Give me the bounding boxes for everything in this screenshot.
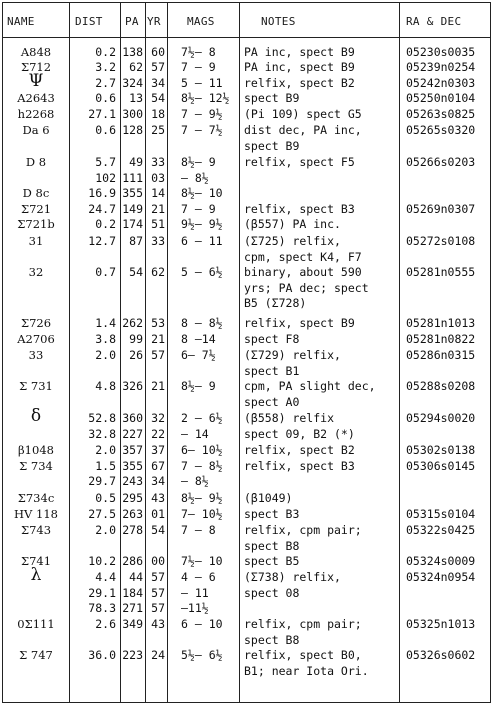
notes-line: relfix, spect B2 bbox=[244, 76, 355, 90]
star-name: Σ721b bbox=[17, 217, 55, 231]
year-value: 21 bbox=[151, 379, 165, 393]
separation-value: 5.7 bbox=[95, 155, 116, 169]
magnitudes-value: 4 – 6 bbox=[181, 570, 216, 584]
star-name: A848 bbox=[20, 45, 52, 59]
ra-dec-value: 05281n1013 bbox=[406, 316, 476, 330]
year-value: 54 bbox=[151, 91, 165, 105]
magnitudes-value: – 11 bbox=[181, 586, 209, 600]
separation-value: 12.7 bbox=[88, 234, 116, 248]
magnitudes-value: 7– 10½ bbox=[181, 507, 223, 521]
header-mags: MAGS bbox=[187, 15, 215, 28]
position-angle: 13 bbox=[129, 91, 143, 105]
notes-line: yrs; PA dec; spect bbox=[244, 280, 369, 295]
separation-value: 2.7 bbox=[95, 76, 116, 90]
notes-line: relfix, cpm pair; bbox=[244, 617, 362, 631]
ra-dec-value: 05306s0145 bbox=[406, 459, 476, 473]
star-name: Da 6 bbox=[22, 123, 50, 137]
position-angle: 278 bbox=[122, 523, 143, 537]
separation-value: 29.1 bbox=[88, 586, 116, 600]
position-angle: 300 bbox=[122, 107, 143, 121]
separation-value: 1.4 bbox=[95, 316, 116, 330]
separation-value: 52.8 bbox=[88, 411, 116, 425]
notes-line: spect B8 bbox=[244, 632, 300, 647]
year-value: 34 bbox=[151, 474, 165, 488]
separation-value: 1.5 bbox=[95, 459, 116, 473]
magnitudes-value: 8½– 10 bbox=[181, 186, 223, 200]
notes-line: dist dec, PA inc, bbox=[244, 123, 362, 137]
ra-dec-value: 05324n0954 bbox=[406, 570, 476, 584]
column-divider bbox=[69, 3, 70, 702]
separation-value: 78.3 bbox=[88, 601, 116, 615]
separation-value: 32.8 bbox=[88, 427, 116, 441]
separation-value: 2.6 bbox=[95, 617, 116, 631]
position-angle: 262 bbox=[122, 316, 143, 330]
year-value: 00 bbox=[151, 554, 165, 568]
notes-line: (Σ738) relfix, bbox=[244, 570, 341, 584]
position-angle: 149 bbox=[122, 202, 143, 216]
position-angle: 44 bbox=[129, 570, 143, 584]
magnitudes-value: 6– 10½ bbox=[181, 443, 223, 457]
ra-dec-value: 05286n0315 bbox=[406, 348, 476, 362]
position-angle: 128 bbox=[122, 123, 143, 137]
magnitudes-value: 7 – 9 bbox=[181, 60, 216, 74]
year-value: 62 bbox=[151, 265, 165, 279]
header-yr: YR bbox=[147, 15, 161, 28]
header-notes: NOTES bbox=[261, 15, 296, 28]
ra-dec-value: 05324s0009 bbox=[406, 554, 476, 568]
separation-value: 2.0 bbox=[95, 348, 116, 362]
ra-dec-value: 05263s0825 bbox=[406, 107, 476, 121]
ra-dec-value: 05281n0555 bbox=[406, 265, 476, 279]
separation-value: 4.4 bbox=[95, 570, 116, 584]
ra-dec-value: 05315s0104 bbox=[406, 507, 476, 521]
separation-value: 16.9 bbox=[88, 186, 116, 200]
notes-line: relfix, spect B9 bbox=[244, 316, 355, 330]
ra-dec-value: 05294s0020 bbox=[406, 411, 476, 425]
star-name: Σ734c bbox=[17, 491, 55, 505]
magnitudes-value: 7 – 8 bbox=[181, 523, 216, 537]
separation-value: 0.2 bbox=[95, 45, 116, 59]
position-angle: 54 bbox=[129, 265, 143, 279]
star-name: λ bbox=[30, 565, 42, 585]
star-name: Σ 747 bbox=[19, 648, 53, 662]
header-pa: PA bbox=[125, 15, 139, 28]
year-value: 60 bbox=[151, 45, 165, 59]
year-value: 51 bbox=[151, 217, 165, 231]
separation-value: 2.0 bbox=[95, 443, 116, 457]
magnitudes-value: 7 – 9 bbox=[181, 202, 216, 216]
year-value: 34 bbox=[151, 76, 165, 90]
position-angle: 227 bbox=[122, 427, 143, 441]
notes-line: spect F8 bbox=[244, 332, 300, 346]
magnitudes-value: 5 – 11 bbox=[181, 76, 223, 90]
position-angle: 355 bbox=[122, 186, 143, 200]
position-angle: 62 bbox=[129, 60, 143, 74]
year-value: 37 bbox=[151, 443, 165, 457]
year-value: 21 bbox=[151, 202, 165, 216]
notes-line: PA inc, spect B9 bbox=[244, 45, 355, 59]
ra-dec-value: 05272s0108 bbox=[406, 234, 476, 248]
notes-line: relfix, spect B3 bbox=[244, 202, 355, 216]
magnitudes-value: 2 – 6½ bbox=[181, 411, 223, 425]
notes-line: B5 (Σ728) bbox=[244, 296, 307, 310]
year-value: 57 bbox=[151, 60, 165, 74]
year-value: 18 bbox=[151, 107, 165, 121]
position-angle: 324 bbox=[122, 76, 143, 90]
notes-line: spect 08 bbox=[244, 586, 300, 600]
separation-value: 3.2 bbox=[95, 60, 116, 74]
star-name: Σ 734 bbox=[19, 459, 53, 473]
notes-line: (β557) PA inc. bbox=[244, 217, 341, 231]
star-name: Ψ bbox=[28, 71, 44, 91]
ra-dec-value: 05266s0203 bbox=[406, 155, 476, 169]
notes-line: (Σ729) relfix, bbox=[244, 348, 341, 362]
star-name: HV 118 bbox=[14, 507, 58, 521]
notes-line: PA inc, spect B9 bbox=[244, 60, 355, 74]
notes-line: (Pi 109) spect G5 bbox=[244, 107, 362, 121]
year-value: 43 bbox=[151, 617, 165, 631]
star-name: 32 bbox=[28, 265, 44, 279]
table-header bbox=[3, 3, 490, 38]
magnitudes-value: 5 – 6½ bbox=[181, 265, 223, 279]
year-value: 57 bbox=[151, 601, 165, 615]
ra-dec-value: 05288s0208 bbox=[406, 379, 476, 393]
separation-value: 27.1 bbox=[88, 107, 116, 121]
notes-line: spect A0 bbox=[244, 394, 300, 409]
star-name: Σ712 bbox=[20, 60, 52, 74]
ra-dec-value: 05281n0822 bbox=[406, 332, 476, 346]
position-angle: 184 bbox=[122, 586, 143, 600]
double-star-table bbox=[2, 2, 491, 703]
notes-line: cpm, PA slight dec, bbox=[244, 379, 376, 393]
notes-line: relfix, cpm pair; bbox=[244, 523, 362, 537]
ra-dec-value: 05326s0602 bbox=[406, 648, 476, 662]
notes-line: (β558) relfix bbox=[244, 411, 335, 425]
position-angle: 223 bbox=[122, 648, 143, 662]
separation-value: 0.6 bbox=[95, 91, 116, 105]
position-angle: 243 bbox=[122, 474, 143, 488]
ra-dec-value: 05239n0254 bbox=[406, 60, 476, 74]
star-name: h2268 bbox=[17, 107, 55, 121]
magnitudes-value: – 8½ bbox=[181, 474, 209, 488]
star-name: 31 bbox=[28, 234, 44, 248]
magnitudes-value: 8½– 12½ bbox=[181, 91, 230, 105]
year-value: 67 bbox=[151, 459, 165, 473]
separation-value: 4.8 bbox=[95, 379, 116, 393]
magnitudes-value: 7½– 10 bbox=[181, 554, 223, 568]
star-name: Σ721 bbox=[20, 202, 52, 216]
magnitudes-value: 7 – 7½ bbox=[181, 123, 223, 137]
magnitudes-value: 7½– 8 bbox=[181, 45, 216, 59]
notes-line: spect B8 bbox=[244, 538, 300, 553]
ra-dec-value: 05269n0307 bbox=[406, 202, 476, 216]
year-value: 32 bbox=[151, 411, 165, 425]
position-angle: 49 bbox=[129, 155, 143, 169]
header-radec: RA & DEC bbox=[406, 15, 462, 28]
column-divider bbox=[239, 3, 240, 702]
ra-dec-value: 05265s0320 bbox=[406, 123, 476, 137]
magnitudes-value: 9½– 9½ bbox=[181, 217, 223, 231]
separation-value: 0.5 bbox=[95, 491, 116, 505]
position-angle: 349 bbox=[122, 617, 143, 631]
magnitudes-value: 6 – 10 bbox=[181, 617, 223, 631]
year-value: 01 bbox=[151, 507, 165, 521]
year-value: 33 bbox=[151, 155, 165, 169]
separation-value: 0.6 bbox=[95, 123, 116, 137]
magnitudes-value: 6 – 11 bbox=[181, 234, 223, 248]
position-angle: 286 bbox=[122, 554, 143, 568]
magnitudes-value: –11½ bbox=[181, 601, 209, 615]
separation-value: 0.7 bbox=[95, 265, 116, 279]
notes-line: cpm, spect K4, F7 bbox=[244, 249, 362, 264]
magnitudes-value: 7 – 9½ bbox=[181, 107, 223, 121]
star-name: Σ743 bbox=[20, 523, 52, 537]
notes-line: spect B3 bbox=[244, 507, 300, 521]
position-angle: 263 bbox=[122, 507, 143, 521]
year-value: 57 bbox=[151, 586, 165, 600]
magnitudes-value: – 8½ bbox=[181, 171, 209, 185]
separation-value: 27.5 bbox=[88, 507, 116, 521]
position-angle: 360 bbox=[122, 411, 143, 425]
magnitudes-value: 8½– 9 bbox=[181, 155, 216, 169]
header-dist: DIST bbox=[75, 15, 103, 28]
ra-dec-value: 05322s0425 bbox=[406, 523, 476, 537]
notes-line: relfix, spect B3 bbox=[244, 459, 355, 473]
notes-line: relfix, spect B0, bbox=[244, 648, 362, 662]
separation-value: 29.7 bbox=[88, 474, 116, 488]
position-angle: 87 bbox=[129, 234, 143, 248]
position-angle: 326 bbox=[122, 379, 143, 393]
year-value: 22 bbox=[151, 427, 165, 441]
year-value: 54 bbox=[151, 523, 165, 537]
star-name: A2643 bbox=[17, 91, 55, 105]
position-angle: 174 bbox=[122, 217, 143, 231]
ra-dec-value: 05302s0138 bbox=[406, 443, 476, 457]
notes-line: spect B1 bbox=[244, 363, 300, 378]
position-angle: 357 bbox=[122, 443, 143, 457]
year-value: 57 bbox=[151, 348, 165, 362]
notes-line: spect B5 bbox=[244, 554, 300, 568]
notes-line: (β1049) bbox=[244, 491, 293, 505]
star-name: 33 bbox=[28, 348, 44, 362]
year-value: 25 bbox=[151, 123, 165, 137]
notes-line: spect 09, B2 (*) bbox=[244, 427, 355, 441]
year-value: 33 bbox=[151, 234, 165, 248]
year-value: 57 bbox=[151, 570, 165, 584]
magnitudes-value: 8½– 9 bbox=[181, 379, 216, 393]
magnitudes-value: 8 –14 bbox=[181, 332, 216, 346]
position-angle: 26 bbox=[129, 348, 143, 362]
position-angle: 111 bbox=[122, 171, 143, 185]
notes-line: spect B9 bbox=[244, 91, 300, 105]
star-name: Σ741 bbox=[20, 554, 52, 568]
magnitudes-value: 7 – 8½ bbox=[181, 459, 223, 473]
notes-line: relfix, spect B2 bbox=[244, 443, 355, 457]
year-value: 43 bbox=[151, 491, 165, 505]
notes-line: B1; near Iota Ori. bbox=[244, 663, 369, 678]
notes-line: (Σ725) relfix, bbox=[244, 234, 341, 248]
star-name: 0Σ111 bbox=[17, 617, 55, 631]
year-value: 24 bbox=[151, 648, 165, 662]
year-value: 21 bbox=[151, 332, 165, 346]
notes-line: relfix, spect F5 bbox=[244, 155, 355, 169]
year-value: 03 bbox=[151, 171, 165, 185]
magnitudes-value: 5½– 6½ bbox=[181, 648, 223, 662]
star-name: D 8 bbox=[25, 155, 47, 169]
separation-value: 36.0 bbox=[88, 648, 116, 662]
column-divider bbox=[167, 3, 168, 702]
position-angle: 99 bbox=[129, 332, 143, 346]
separation-value: 2.0 bbox=[95, 523, 116, 537]
separation-value: 24.7 bbox=[88, 202, 116, 216]
position-angle: 355 bbox=[122, 459, 143, 473]
star-name: β1048 bbox=[18, 443, 54, 457]
year-value: 14 bbox=[151, 186, 165, 200]
star-name: δ bbox=[30, 406, 42, 426]
position-angle: 138 bbox=[122, 45, 143, 59]
star-name: A2706 bbox=[17, 332, 55, 346]
magnitudes-value: – 14 bbox=[181, 427, 209, 441]
column-divider bbox=[399, 3, 400, 702]
position-angle: 295 bbox=[122, 491, 143, 505]
notes-line: binary, about 590 bbox=[244, 265, 362, 279]
star-name: D 8c bbox=[22, 186, 50, 200]
ra-dec-value: 05250n0104 bbox=[406, 91, 476, 105]
separation-value: 102 bbox=[95, 171, 116, 185]
magnitudes-value: 8 – 8½ bbox=[181, 316, 223, 330]
ra-dec-value: 05230s0035 bbox=[406, 45, 476, 59]
star-name: Σ726 bbox=[20, 316, 52, 330]
year-value: 53 bbox=[151, 316, 165, 330]
separation-value: 3.8 bbox=[95, 332, 116, 346]
separation-value: 0.2 bbox=[95, 217, 116, 231]
position-angle: 271 bbox=[122, 601, 143, 615]
magnitudes-value: 6– 7½ bbox=[181, 348, 216, 362]
ra-dec-value: 05325n1013 bbox=[406, 617, 476, 631]
ra-dec-value: 05242n0303 bbox=[406, 76, 476, 90]
magnitudes-value: 8½– 9½ bbox=[181, 491, 223, 505]
header-name: NAME bbox=[7, 15, 35, 28]
star-name: Σ 731 bbox=[19, 379, 53, 393]
notes-line: spect B9 bbox=[244, 138, 300, 153]
separation-value: 10.2 bbox=[88, 554, 116, 568]
